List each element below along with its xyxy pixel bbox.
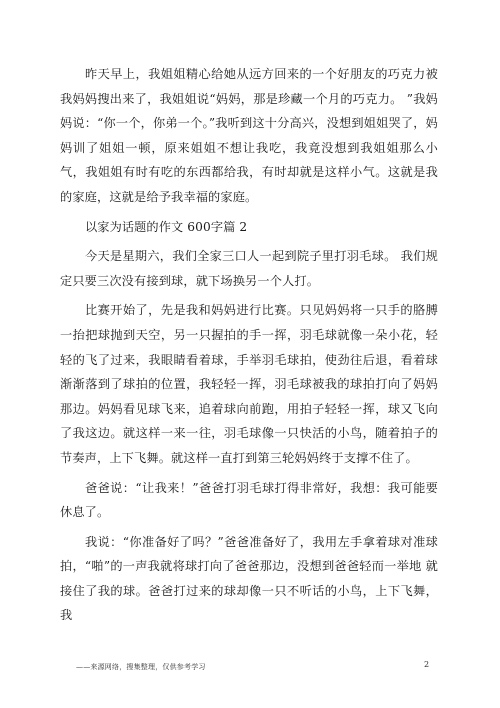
document-body: [60, 62, 438, 633]
paragraph-match-with-mom: 比赛开始了，先是我和妈妈进行比赛。只见妈妈将一只手的胳膊 一抬把球抛到天空，另一只握拍的手一挥，羽毛球就像一朵小花，轻 轻的飞了过来，我眼睛看着球，手举羽毛球拍，使劲往后退，看着球 渐渐落到了球拍的位置，我轻轻一挥，羽毛球被我的球拍打向了妈妈 那边。妈妈看见球飞来，追着球向前跑，用拍子轻轻一挥，球又飞向 了我这边。就这样一来一往，羽毛球像一只快活的小鸟，随着拍子的 节奏声，上下飞舞。就这样一直打到第三轮妈妈终于支撑不住了。: [60, 303, 438, 465]
paragraph-match-with-dad: 我说：“你准备好了吗？”爸爸准备好了，我用左手拿着球对准球拍，“啪”的一声我就将球打向了爸爸那边，没想到爸爸轻而一举地 就接住了我的球。爸爸打过来的球却像一只不听话的小鸟，上下飞舞， 我: [60, 534, 438, 623]
footer-source-note: ——来源网络，搜集整理，仅供参考学习: [76, 663, 206, 671]
paragraph-dad-joins: 爸爸说：“让我来！”爸爸打羽毛球打得非常好，我想：我可能要休息了。: [60, 480, 438, 520]
paragraph-family-story: 昨天早上，我姐姐精心给她从远方回来的一个好朋友的巧克力被 我妈妈搜出来了，我姐姐说“妈妈，那是珍藏一个月的巧克力。 ”我妈妈说：“你一个，你弟一个。”我听到这十分高兴，没想到姐姐哭了，妈妈训了姐姐一顿，原来姐姐不想让我吃，我竟没想到我姐姐那么小 气，我姐姐有时有吃的东西都给我，有时却就是这样小气。这就是我 的家庭，这就是给予我幸福的家庭。: [60, 67, 438, 204]
page-number: 2: [424, 660, 430, 669]
paragraph-badminton-intro: 今天是星期六，我们全家三口人一起到院子里打羽毛球。 我们规定只要三次没有接到球，就下场换另一个人打。: [60, 249, 438, 288]
essay-heading: 以家为话题的作文 600字篇 2: [85, 219, 248, 234]
